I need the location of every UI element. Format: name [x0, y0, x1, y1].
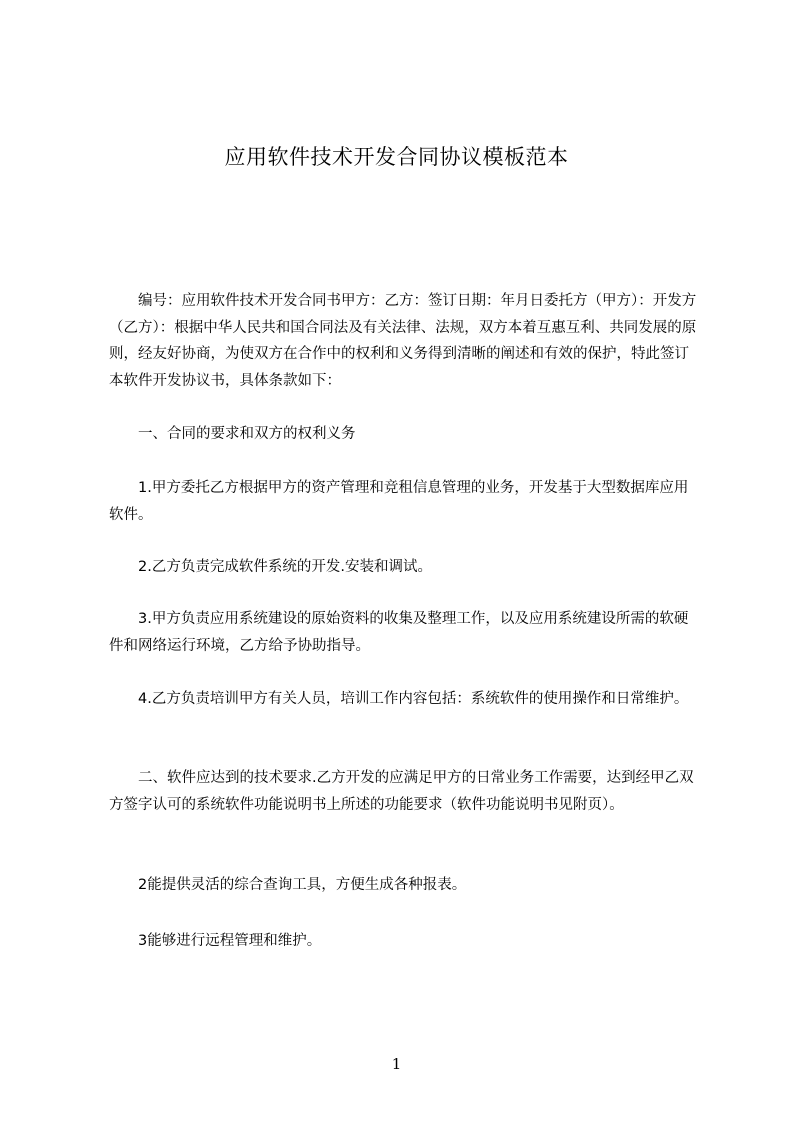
requirement-item-2: 2能提供灵活的综合查询工具，方便生成各种报表。: [138, 877, 467, 893]
intro-paragraph: 编号：应用软件技术开发合同书甲方：乙方：签订日期：年月日委托方（甲方）：开发方（乙方）：根据中华人民共和国合同法及有关法律、法规，双方本着互惠互利、共同发展的原则，经友好协商，为使双方在合作中的权利和义务得到清晰的阐述和有效的保护，特此签订本软件开发协议书，具体条款如下：: [109, 293, 697, 389]
section-heading-technical-requirements: 二、软件应达到的技术要求.乙方开发的应满足甲方的日常业务工作需要，达到经甲乙双方签字认可的系统软件功能说明书上所述的功能要求（软件功能说明书见附页）。: [109, 770, 694, 813]
clause-item-2: 2.乙方负责完成软件系统的开发.安装和调试。: [138, 559, 432, 575]
page-number: 1: [391, 1055, 402, 1073]
clause-item-3: 3.甲方负责应用系统建设的原始资料的收集及整理工作，以及应用系统建设所需的软硬件和网络运行环境，乙方给予协助指导。: [109, 611, 689, 654]
document-title: 应用软件技术开发合同协议模板范本: [224, 145, 569, 169]
clause-item-4: 4.乙方负责培训甲方有关人员，培训工作内容包括：系统软件的使用操作和日常维护。: [138, 691, 689, 707]
requirement-item-3: 3能够进行远程管理和维护。: [138, 933, 322, 949]
section-heading-rights-obligations: 一、合同的要求和双方的权利义务: [138, 426, 356, 442]
clause-item-1: 1.甲方委托乙方根据甲方的资产管理和竞租信息管理的业务，开发基于大型数据库应用软件。: [109, 480, 689, 523]
